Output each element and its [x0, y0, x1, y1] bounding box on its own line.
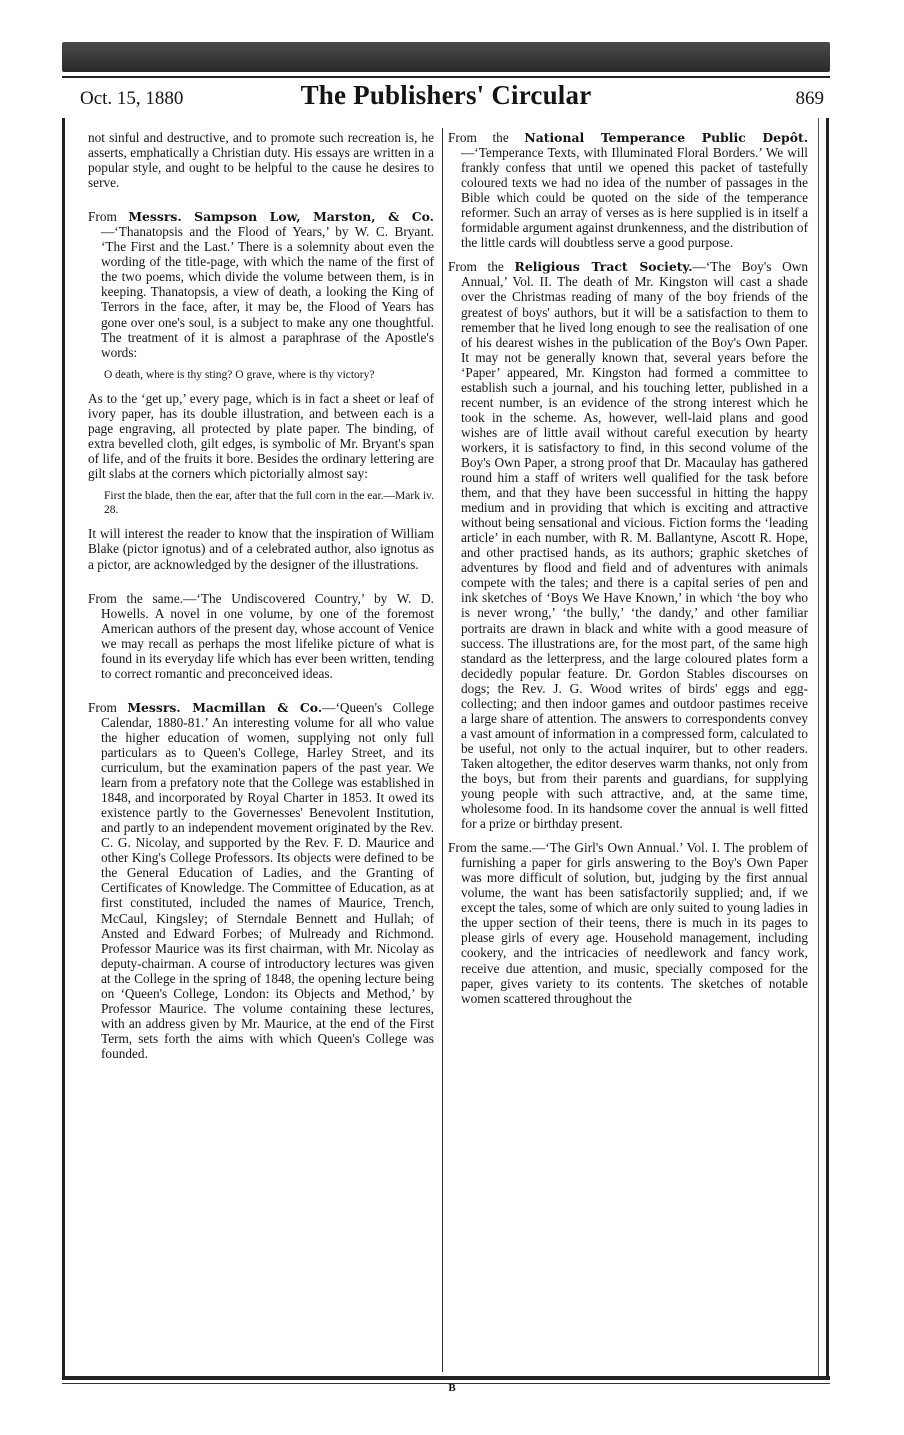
paragraph-blake: It will interest the reader to know that the inspiration of William Blake (pictor ignotus) and of a celebrated author, also ignotus as a pictor, are acknowledged by the designer of the illustrations.: [88, 526, 434, 572]
entry-text: —‘Queen's College Calendar, 1880-81.’ An interesting volume for all who value the higher education of women, supplying not only full particulars as to Queen's College, Harley Street, and its curriculum, but the examination papers of the past year. We learn from a prefatory note that the College was established in 1848, and incorporated by Royal Charter in 1853. It owed its existence partly to the Governesses' Benevolent Institution, and partly to an independent movement originated by the Rev. C. G. Nicolay, and supported by the Rev. F. D. Maurice and other King's College Professors. Its objects were defined to be the General Education of Ladies, and the Granting of Certificates of Knowledge. The Committee of Education, as at first constituted, included the names of Maurice, Trench, McCaul, Kingsley; of Sterndale Bennett and Hullah; of Ansted and Edward Forbes; of Mulready and Richmond. Professor Maurice was its first chairman, with Mr. Nicolay as deputy-chairman. A course of introductory lectures was given at the College in the spring of 1848, the opening lecture being on ‘Queen's College, London: its Objects and Method,’ by Professor Maurice. The volume containing these lectures, with an address given by Mr. Maurice, at the end of the First Term, sets forth the aims with which Queen's College was founded.: [101, 699, 434, 1061]
publisher-name: Religious Tract Society.: [514, 259, 693, 275]
signature-mark: B: [448, 1382, 456, 1394]
entry-prefix: From: [88, 209, 129, 225]
paragraph-continued: not sinful and destructive, and to promote such recreation is, he asserts, emphatically a Christian duty. His essays are written in a popular style, and ought to be helpful to the cause he desires to serve.: [88, 130, 434, 191]
page-number: 869: [795, 88, 824, 109]
page-header: [62, 78, 830, 122]
entry-prefix: From: [88, 699, 128, 715]
entry-text: —‘Thanatopsis and the Flood of Years,’ by W. C. Bryant. ‘The First and the Last.’ There is a solemnity about even the wording of the title-page, with which the name of the first of the two poems, which divide the volume between them, is in keeping. Thanatopsis, a view of death, a looking the King of Terrors in the face, after, it may be, the Flood of Years has gone over one's soul, is a subject to make any one thoughtful. The treatment of it is almost a paraphrase of the Apostle's words:: [101, 224, 434, 360]
entry-macmillan: [88, 700, 434, 1061]
entry-sampson-low: [88, 209, 434, 359]
entry-religious-tract-society: [448, 259, 808, 831]
entry-undiscovered-country: From the same.—‘The Undiscovered Country,’ by W. D. Howells. A novel in one volume, by one of the foremost American authors of the present day, whose account of Venice we may recall as perhaps the most lifelike picture of what is found in its everyday life which has ever been written, tending to correct romantic and preconceived ideas.: [88, 590, 434, 681]
bottom-border-rule: [62, 1376, 830, 1380]
right-column: [448, 130, 808, 1006]
entry-text: —‘Temperance Texts, with Illuminated Floral Borders.’ We will frankly confess that until we opened this packet of tastefully coloured texts we had no idea of the number of passages in the Bible which could be quoted on the side of the temperance reformer. Such an array of verses as is here supplied is in itself a formidable argument against drunkenness, and the distribution of the little cards will doubtless serve a good purpose.: [461, 145, 808, 251]
publisher-name: Messrs. Sampson Low, Marston, & Co.: [128, 209, 434, 225]
right-border-rule: [826, 118, 829, 1378]
journal-title: The Publishers' Circular: [300, 80, 592, 110]
entry-prefix: From the: [448, 259, 515, 275]
left-column: [88, 130, 434, 1061]
column-divider: [442, 128, 443, 1372]
entry-text: —‘The Boy's Own Annual,’ Vol. II. The death of Mr. Kingston will cast a shade over the Christmas reading of many of the boy friends of the greatest of boys' authors, but it will be a satisfaction to them to remember that he lived long enough to see the realisation of one of his dearest wishes in the publication of the Boy's Own Paper. It may not be generally known that, several years before the ‘Paper’ appeared, Mr. Kingston had formed a committee to establish such a journal, and his touching letter, published in a recent number, is an evidence of the strong interest which he took in the scheme. As, however, well-laid plans and good wishes are of little avail without careful execution by hearty workers, it is satisfactory to find, in this second volume of the Boy's Own Paper, a strong proof that Dr. Macaulay has gathered round him a staff of writers well qualified for the task before them, and that they have been successful in hitting the happy medium and in providing that which is exciting and attractive without being sensational and vicious. Fiction forms the ‘leading article’ in each number, with R. M. Ballantyne, Ascott R. Hope, and other practised hands, as its authors; graphic sketches of adventures by flood and field and of adventures with animals compete with the tales; and there is a capital series of pen and ink sketches of ‘Boys We Have Known,’ in which ‘the boy who is never wrong,’ ‘the bully,’ ‘the dandy,’ and other familiar portraits are drawn in black and white with a good measure of success. The illustrations are, for the most part, of the same high standard as the letterpress, and the large coloured plates form a decidedly popular feature. Dr. Gordon Stables discourses on dogs; the Rev. J. G. Wood writes of birds' eggs and egg-collecting; and then indoor games and outdoor pastimes receive a large share of attention. The answers to correspondents convey a vast amount of information in a compressed form, calculated to be useful, not only to the actual inquirer, but to other readers. Taken altogether, the editor deserves warm thanks, not only from the boys, but from their parents and guardians, for supplying young people with such attractive, and, at the same time, wholesome food. In its handsome cover the annual is well fitted for a prize or birthday present.: [461, 259, 808, 832]
right-inner-border-rule: [818, 118, 819, 1378]
paragraph-get-up: As to the ‘get up,’ every page, which is in fact a sheet or leaf of ivory paper, has its double illustration, and between each is a page engraving, all protected by plate paper. The binding, of extra bevelled cloth, gilt edges, is symbolic of Mr. Bryant's span of life, and of the fruits it bore. Besides the ordinary lettering are gilt slabs at the corners which pictorially almost say:: [88, 391, 434, 482]
issue-date: Oct. 15, 1880: [80, 88, 184, 109]
publisher-name: National Temperance Public Depôt.: [524, 130, 809, 145]
quotation-corinthians: O death, where is thy sting? O grave, where is thy victory?: [104, 368, 375, 381]
top-decorative-rule: [62, 42, 830, 72]
entry-girls-own-annual: From the same.—‘The Girl's Own Annual.’ Vol. I. The problem of furnishing a paper for girls answering to the Boy's Own Paper was more difficult of solution, but, judging by the first annual volume, the want has been satisfactorily supplied; and, if we except the tales, some of which are only suited to young ladies in the upper section of their teens, there is much in its pages to please girls of every age. Household management, including cookery, and the intricacies of needlework and fancy work, receive due attention, and music, specially composed for the paper, gives variety to its contents. The sketches of notable women scattered throughout the: [448, 840, 808, 1006]
publisher-name: Messrs. Macmillan & Co.: [127, 699, 323, 715]
left-border-rule: [62, 118, 65, 1378]
entry-temperance-depot: [448, 130, 808, 250]
quotation-mark: First the blade, then the ear, after that the full corn in the ear.—Mark iv. 28.: [104, 490, 434, 516]
entry-prefix: From the: [448, 130, 525, 145]
